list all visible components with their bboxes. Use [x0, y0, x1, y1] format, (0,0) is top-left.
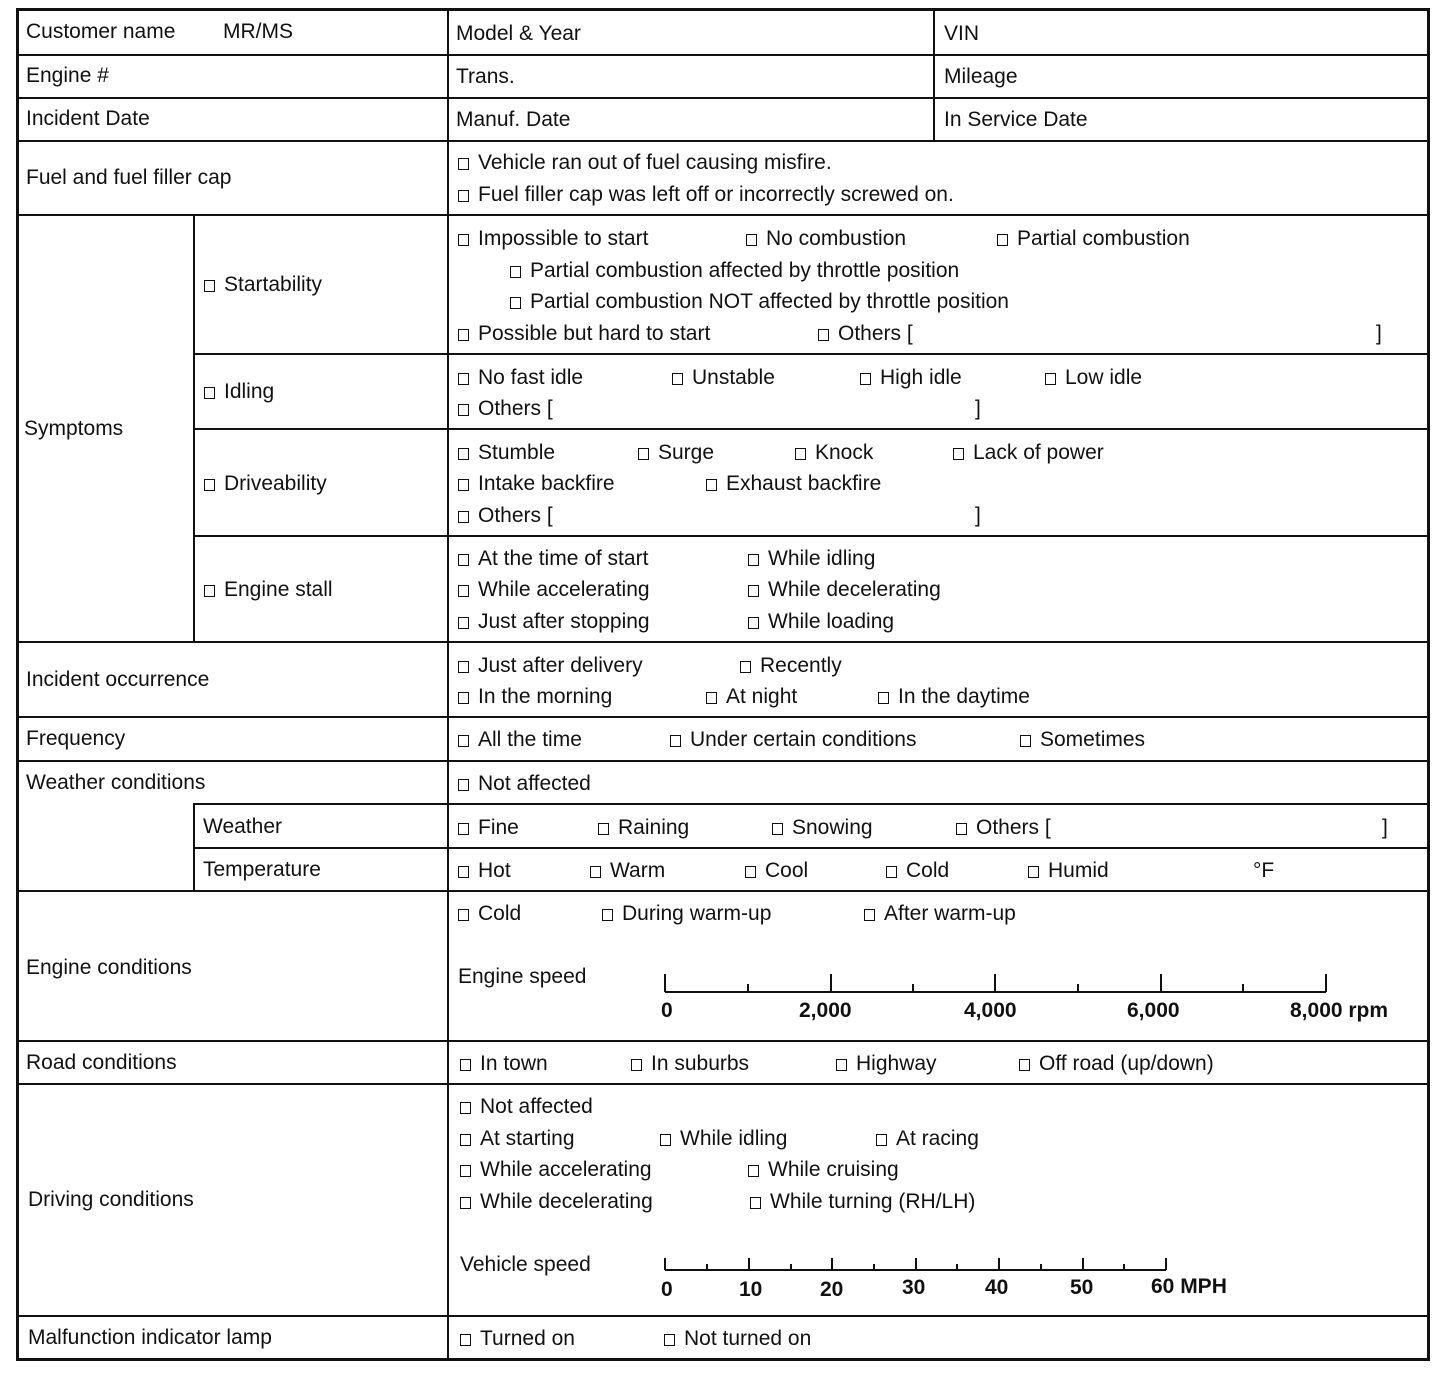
- checkbox[interactable]: [458, 511, 469, 523]
- checkbox[interactable]: [460, 1334, 471, 1346]
- in-town-option[interactable]: In town: [460, 1052, 548, 1076]
- in-suburbs-option[interactable]: In suburbs: [631, 1052, 749, 1076]
- incident-date-label: Incident Date: [26, 107, 150, 130]
- checkbox[interactable]: [750, 1197, 761, 1209]
- driveability-others-option[interactable]: Others [: [458, 504, 553, 528]
- checkbox[interactable]: [876, 1134, 887, 1146]
- manuf-date-label: Manuf. Date: [456, 108, 571, 131]
- row-divider: [16, 54, 1430, 56]
- trans-label: Trans.: [456, 65, 515, 88]
- checkbox[interactable]: [818, 329, 829, 341]
- row-divider: [193, 803, 1430, 805]
- checkbox[interactable]: [1020, 735, 1031, 747]
- after-warmup-option[interactable]: After warm-up: [864, 902, 1016, 926]
- checkbox[interactable]: [956, 823, 967, 835]
- checkbox[interactable]: [458, 190, 469, 202]
- checkbox[interactable]: [458, 448, 469, 460]
- checkbox[interactable]: [740, 661, 751, 673]
- hot-option[interactable]: Hot: [458, 859, 511, 883]
- engine-tick-label: 0: [661, 999, 673, 1022]
- while-turning-option[interactable]: While turning (RH/LH): [750, 1190, 975, 1214]
- vehicle-tick-label: 40: [985, 1276, 1009, 1299]
- exhaust-backfire-option[interactable]: Exhaust backfire: [706, 472, 881, 496]
- checkbox[interactable]: [458, 554, 469, 566]
- engine-stall-option[interactable]: Engine stall: [204, 578, 333, 602]
- idling-others-option[interactable]: Others [: [458, 397, 553, 421]
- impossible-to-start-option[interactable]: Impossible to start: [458, 227, 648, 251]
- checkbox[interactable]: [598, 823, 609, 835]
- row-divider: [16, 214, 1430, 216]
- row-divider: [193, 353, 1430, 355]
- certain-conditions-option[interactable]: Under certain conditions: [670, 728, 916, 752]
- startability-option[interactable]: Startability: [204, 273, 322, 297]
- checkbox[interactable]: [460, 1059, 471, 1071]
- just-after-delivery-option[interactable]: Just after delivery: [458, 654, 643, 678]
- mil-turned-on-option[interactable]: Turned on: [460, 1327, 575, 1351]
- checkbox[interactable]: [886, 866, 897, 878]
- vehicle-tick-label: 10: [739, 1278, 763, 1301]
- partial-combustion-option[interactable]: Partial combustion: [997, 227, 1190, 251]
- engine-tick-label: 8,000 rpm: [1290, 999, 1389, 1022]
- checkbox[interactable]: [458, 866, 469, 878]
- incident-occurrence-label: Incident occurrence: [26, 668, 210, 691]
- checkbox[interactable]: [510, 266, 521, 278]
- temperature-unit: °F: [1253, 859, 1275, 882]
- partial-not-throttle-option[interactable]: Partial combustion NOT affected by throttle position: [510, 290, 1009, 314]
- checkbox[interactable]: [748, 554, 759, 566]
- driving-while-accelerating-option[interactable]: While accelerating: [460, 1158, 652, 1182]
- row-divider: [193, 428, 1430, 430]
- stall-while-idling-option[interactable]: While idling: [748, 547, 875, 571]
- recently-option[interactable]: Recently: [740, 654, 842, 678]
- checkbox[interactable]: [458, 479, 469, 491]
- engine-tick-label: 2,000: [799, 999, 852, 1022]
- idling-option[interactable]: Idling: [204, 380, 274, 404]
- cool-option[interactable]: Cool: [745, 859, 808, 883]
- checkbox[interactable]: [746, 234, 757, 246]
- engine-tick-label: 4,000: [964, 999, 1017, 1022]
- mil-not-turned-on-option[interactable]: Not turned on: [664, 1327, 811, 1351]
- checkbox[interactable]: [631, 1059, 642, 1071]
- daytime-option[interactable]: In the daytime: [878, 685, 1030, 709]
- weather-others-bracket: ]: [1382, 816, 1388, 839]
- engine-tick-label: 6,000: [1127, 999, 1180, 1022]
- checkbox[interactable]: [458, 735, 469, 747]
- driveability-option[interactable]: Driveability: [204, 472, 327, 496]
- customer-name-label: Customer name: [26, 20, 176, 43]
- row-divider: [193, 847, 1430, 849]
- just-after-stopping-option[interactable]: Just after stopping: [458, 610, 650, 634]
- driving-conditions-label: Driving conditions: [28, 1188, 194, 1211]
- driveability-others-bracket: ]: [975, 504, 981, 527]
- vin-label: VIN: [944, 22, 980, 45]
- lack-of-power-option[interactable]: Lack of power: [953, 441, 1104, 465]
- low-idle-option[interactable]: Low idle: [1045, 366, 1142, 390]
- row-divider: [16, 890, 1430, 892]
- vehicle-tick-label: 0: [661, 1278, 673, 1301]
- raining-option[interactable]: Raining: [598, 816, 689, 840]
- highway-option[interactable]: Highway: [836, 1052, 937, 1076]
- row-divider: [16, 1315, 1430, 1317]
- while-loading-option[interactable]: While loading: [748, 610, 894, 634]
- col-divider: [447, 8, 449, 1361]
- temperature-label: Temperature: [203, 858, 321, 881]
- checkbox[interactable]: [672, 373, 683, 385]
- symptoms-label: Symptoms: [24, 417, 124, 440]
- checkbox[interactable]: [458, 329, 469, 341]
- checkbox[interactable]: [772, 823, 783, 835]
- checkbox[interactable]: [878, 692, 889, 704]
- no-fast-idle-option[interactable]: No fast idle: [458, 366, 583, 390]
- checkbox[interactable]: [458, 585, 469, 597]
- snowing-option[interactable]: Snowing: [772, 816, 873, 840]
- engine-no-label: Engine #: [26, 64, 109, 87]
- stall-while-decelerating-option[interactable]: While decelerating: [748, 578, 941, 602]
- checkbox[interactable]: [1045, 373, 1056, 385]
- checkbox[interactable]: [458, 373, 469, 385]
- humid-option[interactable]: Humid: [1028, 859, 1109, 883]
- fine-option[interactable]: Fine: [458, 816, 519, 840]
- mil-label: Malfunction indicator lamp: [28, 1326, 272, 1349]
- sometimes-option[interactable]: Sometimes: [1020, 728, 1145, 752]
- checkbox[interactable]: [204, 280, 215, 292]
- row-divider: [16, 760, 1430, 762]
- vehicle-speed-label: Vehicle speed: [460, 1253, 591, 1276]
- morning-option[interactable]: In the morning: [458, 685, 612, 709]
- engine-speed-label: Engine speed: [458, 965, 587, 988]
- checkbox[interactable]: [795, 448, 806, 460]
- at-starting-option[interactable]: At starting: [460, 1127, 575, 1151]
- mr-ms-label: MR/MS: [223, 20, 293, 43]
- possible-hard-option[interactable]: Possible but hard to start: [458, 322, 710, 346]
- checkbox[interactable]: [458, 779, 469, 791]
- col-divider: [193, 214, 195, 641]
- checkbox[interactable]: [1028, 866, 1039, 878]
- checkbox[interactable]: [1019, 1059, 1030, 1071]
- cold-option[interactable]: Cold: [886, 859, 949, 883]
- while-cruising-option[interactable]: While cruising: [748, 1158, 899, 1182]
- driving-while-decelerating-option[interactable]: While decelerating: [460, 1190, 653, 1214]
- night-option[interactable]: At night: [706, 685, 797, 709]
- weather-conditions-label: Weather conditions: [26, 771, 206, 794]
- checkbox[interactable]: [706, 479, 717, 491]
- col-divider: [933, 8, 935, 140]
- fuel-option-2[interactable]: Fuel filler cap was left off or incorrectly screwed on.: [458, 183, 954, 207]
- row-divider: [16, 1040, 1430, 1042]
- stall-while-accelerating-option[interactable]: While accelerating: [458, 578, 650, 602]
- checkbox[interactable]: [748, 585, 759, 597]
- at-racing-option[interactable]: At racing: [876, 1127, 979, 1151]
- startability-others-option[interactable]: Others [: [818, 322, 913, 346]
- no-combustion-option[interactable]: No combustion: [746, 227, 906, 251]
- checkbox[interactable]: [458, 909, 469, 921]
- checkbox[interactable]: [864, 909, 875, 921]
- checkbox[interactable]: [638, 448, 649, 460]
- surge-option[interactable]: Surge: [638, 441, 714, 465]
- engine-speed-scale: [664, 972, 1328, 996]
- checkbox[interactable]: [748, 1165, 759, 1177]
- fuel-option-1[interactable]: Vehicle ran out of fuel causing misfire.: [458, 151, 832, 175]
- checkbox[interactable]: [745, 866, 756, 878]
- road-conditions-label: Road conditions: [26, 1051, 177, 1074]
- at-start-option[interactable]: At the time of start: [458, 547, 648, 571]
- high-idle-option[interactable]: High idle: [860, 366, 962, 390]
- checkbox[interactable]: [836, 1059, 847, 1071]
- partial-throttle-option[interactable]: Partial combustion affected by throttle position: [510, 259, 959, 283]
- checkbox[interactable]: [670, 735, 681, 747]
- frequency-label: Frequency: [26, 727, 126, 750]
- vehicle-tick-label: 20: [820, 1278, 844, 1301]
- checkbox[interactable]: [602, 909, 613, 921]
- during-warmup-option[interactable]: During warm-up: [602, 902, 771, 926]
- driving-not-affected-option[interactable]: Not affected: [460, 1095, 593, 1119]
- weather-others-option[interactable]: Others [: [956, 816, 1051, 840]
- checkbox[interactable]: [953, 448, 964, 460]
- mileage-label: Mileage: [944, 65, 1018, 88]
- model-year-label: Model & Year: [456, 22, 581, 45]
- checkbox[interactable]: [458, 617, 469, 629]
- checkbox[interactable]: [510, 297, 521, 309]
- in-service-date-label: In Service Date: [944, 108, 1088, 131]
- knock-option[interactable]: Knock: [795, 441, 873, 465]
- warm-option[interactable]: Warm: [590, 859, 665, 883]
- row-divider: [16, 97, 1430, 99]
- checkbox[interactable]: [660, 1134, 671, 1146]
- checkbox[interactable]: [204, 387, 215, 399]
- row-divider: [16, 140, 1430, 142]
- off-road-option[interactable]: Off road (up/down): [1019, 1052, 1214, 1076]
- checkbox[interactable]: [460, 1134, 471, 1146]
- checkbox[interactable]: [664, 1334, 675, 1346]
- weather-not-affected-option[interactable]: Not affected: [458, 772, 591, 796]
- idling-others-bracket: ]: [975, 397, 981, 420]
- row-divider: [16, 641, 1430, 643]
- vehicle-tick-label: 60 MPH: [1151, 1275, 1227, 1298]
- row-divider: [16, 1083, 1430, 1085]
- all-the-time-option[interactable]: All the time: [458, 728, 582, 752]
- checkbox[interactable]: [460, 1165, 471, 1177]
- startability-others-bracket: ]: [1376, 322, 1382, 345]
- engine-cold-option[interactable]: Cold: [458, 902, 521, 926]
- checkbox[interactable]: [458, 404, 469, 416]
- checkbox[interactable]: [460, 1197, 471, 1209]
- checkbox[interactable]: [458, 158, 469, 170]
- col-divider: [193, 803, 195, 890]
- checkbox[interactable]: [204, 479, 215, 491]
- weather-label: Weather: [203, 815, 282, 838]
- vehicle-tick-label: 50: [1070, 1276, 1094, 1299]
- checkbox[interactable]: [590, 866, 601, 878]
- checkbox[interactable]: [458, 661, 469, 673]
- engine-conditions-label: Engine conditions: [26, 956, 192, 979]
- checkbox[interactable]: [458, 823, 469, 835]
- checkbox[interactable]: [458, 692, 469, 704]
- checkbox[interactable]: [204, 585, 215, 597]
- intake-backfire-option[interactable]: Intake backfire: [458, 472, 615, 496]
- checkbox[interactable]: [748, 617, 759, 629]
- checkbox[interactable]: [860, 373, 871, 385]
- unstable-option[interactable]: Unstable: [672, 366, 775, 390]
- row-divider: [16, 716, 1430, 718]
- vehicle-tick-label: 30: [902, 1276, 926, 1299]
- checkbox[interactable]: [997, 234, 1008, 246]
- fuel-label: Fuel and fuel filler cap: [26, 166, 232, 189]
- checkbox[interactable]: [460, 1102, 471, 1114]
- vehicle-speed-scale: [664, 1256, 1168, 1276]
- checkbox[interactable]: [706, 692, 717, 704]
- driving-while-idling-option[interactable]: While idling: [660, 1127, 787, 1151]
- row-divider: [193, 535, 1430, 537]
- stumble-option[interactable]: Stumble: [458, 441, 555, 465]
- checkbox[interactable]: [458, 234, 469, 246]
